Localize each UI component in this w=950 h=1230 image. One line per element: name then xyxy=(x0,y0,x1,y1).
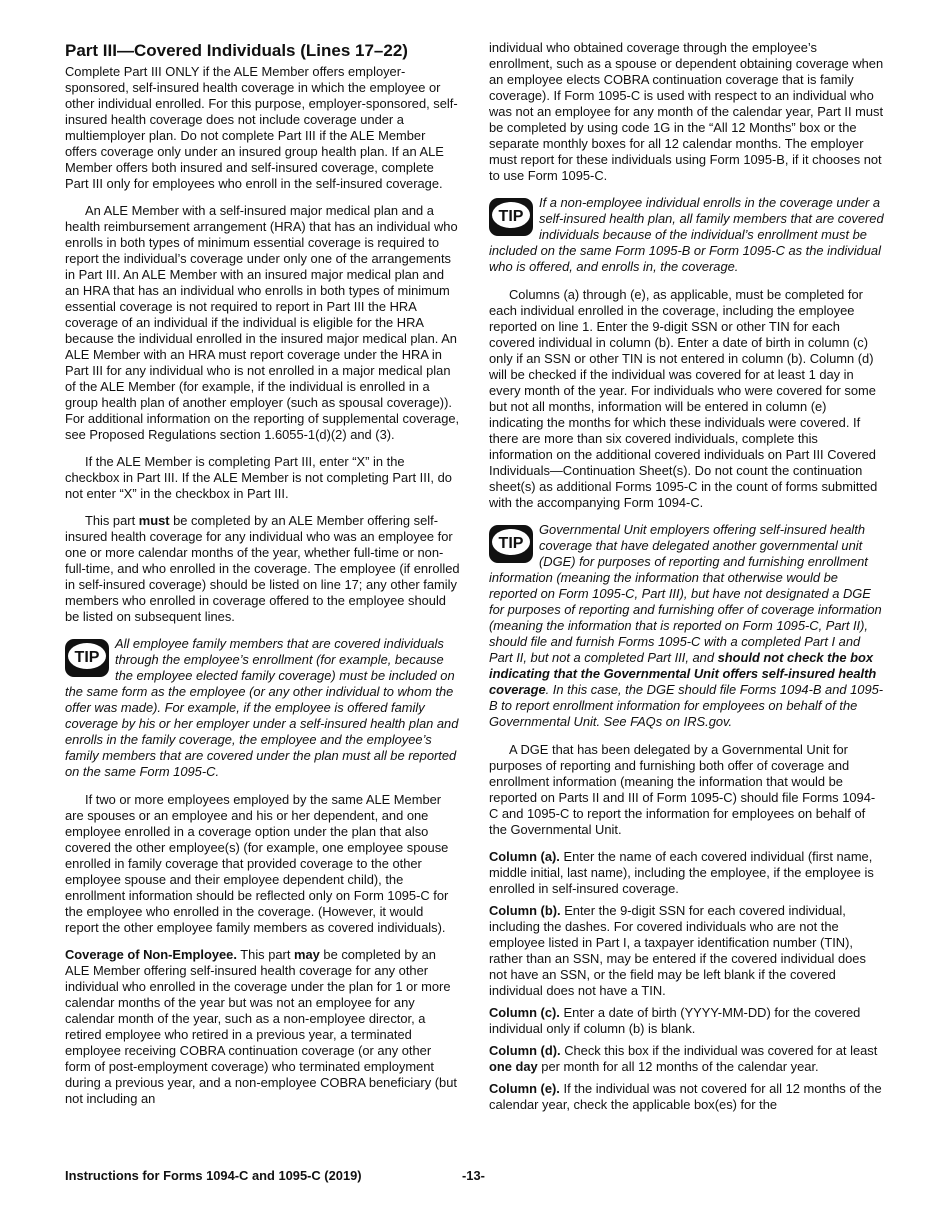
column-d-instructions: Column (d). Check this box if the individual was covered for at least one day per month for all 12 months of the calendar year. xyxy=(489,1043,878,1074)
column-e-instructions: Column (e). If the individual was not covered for all 12 months of the calendar year, check the applicable box(es) for the xyxy=(489,1081,882,1112)
paragraph: If the ALE Member is completing Part III, enter “X” in the checkbox in Part III. If the ALE Member is not completing Part III, do not enter “X” in the checkbox in Part III. xyxy=(65,454,452,501)
paragraph: Columns (a) through (e), as applicable, must be completed for each individual enrolled in the coverage, including the employee reported on line 1. Enter the 9-digit SSN or other TIN for each covered individual in column (b). Enter a date of birth in column (c) only if an SSN or other TIN is not entered in column (b). Column (d) will be checked if the individual was covered for at least 1 day in every month of the year. For individuals who were covered for some but not all months, information will be entered in column (e) indicating the months for which these individuals were covered. If there are more than six covered individuals, complete this information on the additional covered individuals on Part III Covered Individuals—Continuation Sheet(s). Do not count the continuation sheet(s) as additional Forms 1095-C in the count of forms submitted with the accompanying Form 1094-C. xyxy=(489,287,878,510)
tip-text: All employee family members that are covered individuals through the employee’s enrollment (for example, because the employee elected family coverage) must be included on the same form as the employee (or any other individual to whom the offer was made). For example, if the employee is offered family coverage by his or her employer under a self-insured health plan and enrolls in the family coverage, the employee and the employee’s family members that are covered under the plan must all be reported on the same Form 1095-C. xyxy=(65,636,459,779)
tip-note xyxy=(489,195,884,275)
page-number: -13- xyxy=(462,1168,485,1183)
paragraph: individual who obtained coverage through the employee’s enrollment, such as a spouse or dependent obtaining coverage when an employee elects COBRA continuation coverage that is family coverage). If Form 1095-C is used with respect to an individual who was not an employee for any month of the calendar year, Part II must be completed by using code 1G in the “All 12 Months” box or the separate monthly boxes for all 12 calendar months. The employer must report for these individuals using Form 1095-B, if it chooses not to use Form 1095-C. xyxy=(489,40,884,183)
section-heading: Part III—Covered Individuals (Lines 17–22) xyxy=(65,41,408,60)
paragraph: Coverage of Non-Employee. This part may be completed by an ALE Member offering self-insured health coverage for any other individual who enrolled in the coverage under the plan for 1 or more calendar months of the year but was not an employee for any calendar month of the year, such as a non-employee director, a retired employee who retired in a previous year, a terminated employee receiving COBRA continuation coverage (or any other form of post-employment coverage) who terminated employment during a previous year, and a non-employee COBRA beneficiary (but not including an xyxy=(65,947,457,1106)
tip-icon-label: TIP xyxy=(498,208,524,225)
paragraph: A DGE that has been delegated by a Governmental Unit for purposes of reporting and furnishing both offer of coverage and enrollment information (meaning the information that would be reported on Parts II and III of Form 1095-C) should file Forms 1094-C and 1095-C to report the information for employees on behalf of the Governmental Unit. xyxy=(489,742,876,837)
column-b-instructions: Column (b). Enter the 9-digit SSN for each covered individual, including the dashes. For covered individuals who are not the employee listed in Part I, a taxpayer identification number (TIN), rather than an SSN, may be entered if the covered individual does not have an SSN, or the field may be left blank if the covered individual does not have a TIN. xyxy=(489,903,866,998)
tip-note xyxy=(65,636,460,780)
paragraph: If two or more employees employed by the same ALE Member are spouses or an employee and his or her dependent, and one employee enrolled in a coverage option under the plan that also covered the other employee(s) (for example, one employee spouse enrolled in family coverage that provided coverage to the other employee spouse and their employee dependent child), the enrollment information should be reflected only on Form 1095-C for the employee who enrolled in the coverage. (However, it would report the other employee family members as covered individuals). xyxy=(65,792,449,935)
tip-icon xyxy=(65,639,109,677)
tip-icon-label: TIP xyxy=(498,535,524,552)
footer-title: Instructions for Forms 1094-C and 1095-C (2019) xyxy=(65,1168,362,1183)
tip-text: If a non-employee individual enrolls in the coverage under a self-insured health plan, all family members that are covered individuals because of the individual’s enrollment must be included on the same Form 1095-B or Form 1095-C as the individual who is offered, and enrolls in, the coverage. xyxy=(489,195,884,274)
left-column xyxy=(65,40,460,1118)
column-c-instructions: Column (c). Enter a date of birth (YYYY-MM-DD) for the covered individual only if column (b) is blank. xyxy=(489,1005,861,1036)
tip-icon xyxy=(489,525,533,563)
paragraph: Complete Part III ONLY if the ALE Member offers employer-sponsored, self-insured health coverage in which the employee or other individual enrolled. For this purpose, employer-sponsored, self-insured health coverage does not include coverage under a multiemployer plan. Do not complete Part III if the ALE Member offers coverage only under an insured group health plan. If an ALE Member offers both insured and self-insured coverage, complete Part III only for employees who enroll in the self-insured coverage. xyxy=(65,64,458,191)
tip-text: Governmental Unit employers offering self-insured health coverage that have delegated another governmental unit (DGE) for purposes of reporting and furnishing enrollment information (meaning the information that otherwise would be reported on Form 1095-C, Part III), but have not designated a DGE for purposes of reporting and furnishing offer of coverage information (meaning the information that is reported on Form 1095-C, Part II), should file and furnish Forms 1095-C with a completed Part I and Part II, but not a completed Part III, and should not check the box indicating that the Governmental Unit offers self-insured health coverage. In this case, the DGE should file Forms 1094-B and 1095-B to report enrollment information for employees on behalf of the Governmental Unit. See FAQs on IRS.gov. xyxy=(489,522,884,729)
paragraph: An ALE Member with a self-insured major medical plan and a health reimbursement arrangement (HRA) that has an individual who enrolls in both types of minimum essential coverage is required to report the individual’s coverage under only one of the arrangements in Part III. An ALE Member with an insured major medical plan and an HRA that has an individual who enrolls in both types of minimum essential coverage is not required to report in Part III the HRA coverage of an individual if the individual is eligible for the HRA because the individual enrolled in the insured major medical plan. An ALE Member with an HRA must report coverage under the HRA in Part III for any individual who is not enrolled in a major medical plan of the ALE Member (for example, if the individual is enrolled in a group health plan of another employer (such as spousal coverage)). For additional information on the reporting of supplemental coverage, see Proposed Regulations section 1.6055-1(d)(2) and (3). xyxy=(65,203,460,442)
paragraph: This part must be completed by an ALE Member offering self-insured health coverage for any individual who was an employee for one or more calendar months of the year, whether full-time or non-full-time, and who enrolled in the coverage. The employee (if enrolled in self-insured coverage) should be listed on line 17; any other family members who enrolled in coverage offered to the employee should be listed on subsequent lines. xyxy=(65,513,460,624)
tip-icon-label: TIP xyxy=(74,649,100,666)
tip-note xyxy=(489,522,884,730)
column-a-instructions: Column (a). Enter the name of each covered individual (first name, middle initial, last name), including the employee, if the employee is enrolled in self-insured coverage. xyxy=(489,849,874,896)
tip-icon xyxy=(489,198,533,236)
right-column xyxy=(489,40,884,1119)
